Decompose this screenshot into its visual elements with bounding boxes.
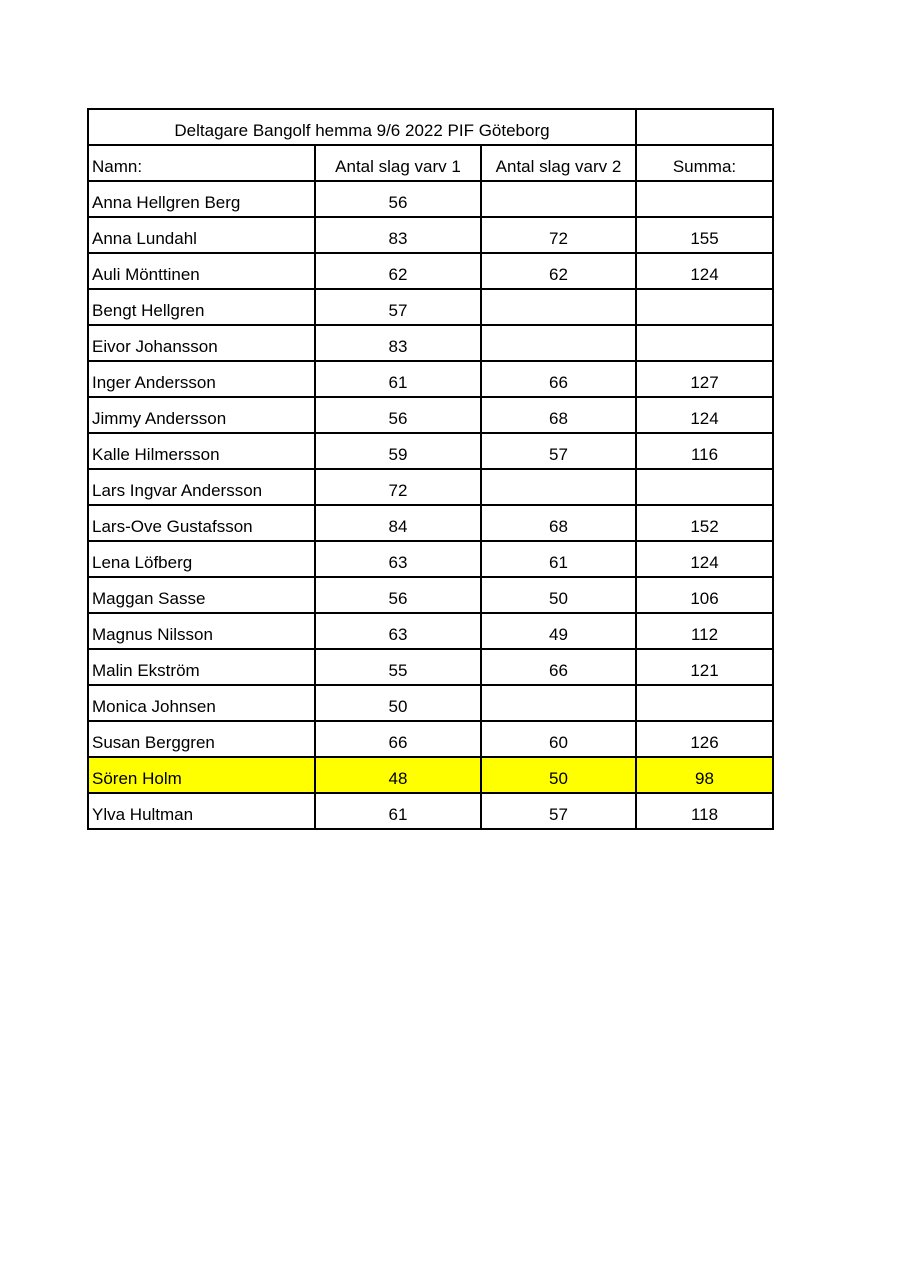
round-1-strokes-cell: 61	[315, 361, 481, 397]
sum-cell: 121	[636, 649, 773, 685]
column-header-name: Namn:	[88, 145, 315, 181]
column-header-round-2: Antal slag varv 2	[481, 145, 636, 181]
sum-cell: 112	[636, 613, 773, 649]
sum-cell: 98	[636, 757, 773, 793]
round-2-strokes-cell	[481, 181, 636, 217]
sum-cell: 126	[636, 721, 773, 757]
round-2-strokes-cell: 49	[481, 613, 636, 649]
sum-cell: 106	[636, 577, 773, 613]
table-row	[88, 685, 773, 721]
round-1-strokes-cell: 56	[315, 577, 481, 613]
round-2-strokes-cell: 60	[481, 721, 636, 757]
participant-name-cell: Sören Holm	[88, 757, 315, 793]
round-1-strokes-cell: 66	[315, 721, 481, 757]
participant-name-cell: Inger Andersson	[88, 361, 315, 397]
sum-cell	[636, 325, 773, 361]
participant-name-cell: Lars Ingvar Andersson	[88, 469, 315, 505]
round-2-strokes-cell: 68	[481, 397, 636, 433]
round-1-strokes-cell: 83	[315, 217, 481, 253]
round-1-strokes-cell: 56	[315, 397, 481, 433]
table-row	[88, 289, 773, 325]
title-row-empty-cell	[636, 109, 773, 145]
sum-cell	[636, 181, 773, 217]
participant-name-cell: Malin Ekström	[88, 649, 315, 685]
table-row	[88, 613, 773, 649]
sum-cell: 124	[636, 541, 773, 577]
table-row	[88, 361, 773, 397]
participant-name-cell: Monica Johnsen	[88, 685, 315, 721]
round-1-strokes-cell: 84	[315, 505, 481, 541]
sum-cell: 152	[636, 505, 773, 541]
sum-cell	[636, 289, 773, 325]
participant-name-cell: Bengt Hellgren	[88, 289, 315, 325]
table-row	[88, 325, 773, 361]
participant-name-cell: Magnus Nilsson	[88, 613, 315, 649]
participant-name-cell: Anna Hellgren Berg	[88, 181, 315, 217]
round-1-strokes-cell: 50	[315, 685, 481, 721]
sum-cell: 116	[636, 433, 773, 469]
round-2-strokes-cell: 62	[481, 253, 636, 289]
round-1-strokes-cell: 61	[315, 793, 481, 829]
round-2-strokes-cell: 50	[481, 757, 636, 793]
participant-name-cell: Lars-Ove Gustafsson	[88, 505, 315, 541]
round-2-strokes-cell: 66	[481, 649, 636, 685]
round-2-strokes-cell: 57	[481, 433, 636, 469]
round-2-strokes-cell: 68	[481, 505, 636, 541]
column-header-round-1: Antal slag varv 1	[315, 145, 481, 181]
participant-name-cell: Maggan Sasse	[88, 577, 315, 613]
score-table	[87, 108, 774, 830]
participant-name-cell: Anna Lundahl	[88, 217, 315, 253]
table-row	[88, 181, 773, 217]
round-1-strokes-cell: 63	[315, 613, 481, 649]
sum-cell: 118	[636, 793, 773, 829]
participant-name-cell: Susan Berggren	[88, 721, 315, 757]
table-row	[88, 505, 773, 541]
participant-name-cell: Auli Mönttinen	[88, 253, 315, 289]
header-row	[88, 145, 773, 181]
round-1-strokes-cell: 72	[315, 469, 481, 505]
sum-cell: 155	[636, 217, 773, 253]
participant-name-cell: Eivor Johansson	[88, 325, 315, 361]
table-row	[88, 397, 773, 433]
round-2-strokes-cell: 57	[481, 793, 636, 829]
round-1-strokes-cell: 56	[315, 181, 481, 217]
round-1-strokes-cell: 63	[315, 541, 481, 577]
table-title: Deltagare Bangolf hemma 9/6 2022 PIF Göteborg	[88, 109, 636, 145]
round-2-strokes-cell: 61	[481, 541, 636, 577]
round-1-strokes-cell: 57	[315, 289, 481, 325]
sum-cell	[636, 469, 773, 505]
participant-name-cell: Lena Löfberg	[88, 541, 315, 577]
sum-cell: 124	[636, 397, 773, 433]
participant-name-cell: Ylva Hultman	[88, 793, 315, 829]
round-1-strokes-cell: 48	[315, 757, 481, 793]
round-1-strokes-cell: 59	[315, 433, 481, 469]
table-row	[88, 721, 773, 757]
round-2-strokes-cell	[481, 685, 636, 721]
table-row	[88, 793, 773, 829]
round-2-strokes-cell	[481, 289, 636, 325]
round-2-strokes-cell: 72	[481, 217, 636, 253]
participant-name-cell: Jimmy Andersson	[88, 397, 315, 433]
round-2-strokes-cell	[481, 325, 636, 361]
table-row	[88, 433, 773, 469]
table-row	[88, 469, 773, 505]
sum-cell	[636, 685, 773, 721]
round-1-strokes-cell: 55	[315, 649, 481, 685]
table-row	[88, 649, 773, 685]
table-row	[88, 541, 773, 577]
sum-cell: 124	[636, 253, 773, 289]
round-2-strokes-cell: 66	[481, 361, 636, 397]
column-header-sum: Summa:	[636, 145, 773, 181]
participant-name-cell: Kalle Hilmersson	[88, 433, 315, 469]
table-row	[88, 217, 773, 253]
sum-cell: 127	[636, 361, 773, 397]
table-row	[88, 757, 773, 793]
round-2-strokes-cell	[481, 469, 636, 505]
round-1-strokes-cell: 83	[315, 325, 481, 361]
table-row	[88, 253, 773, 289]
title-row	[88, 109, 773, 145]
round-1-strokes-cell: 62	[315, 253, 481, 289]
table-row	[88, 577, 773, 613]
round-2-strokes-cell: 50	[481, 577, 636, 613]
